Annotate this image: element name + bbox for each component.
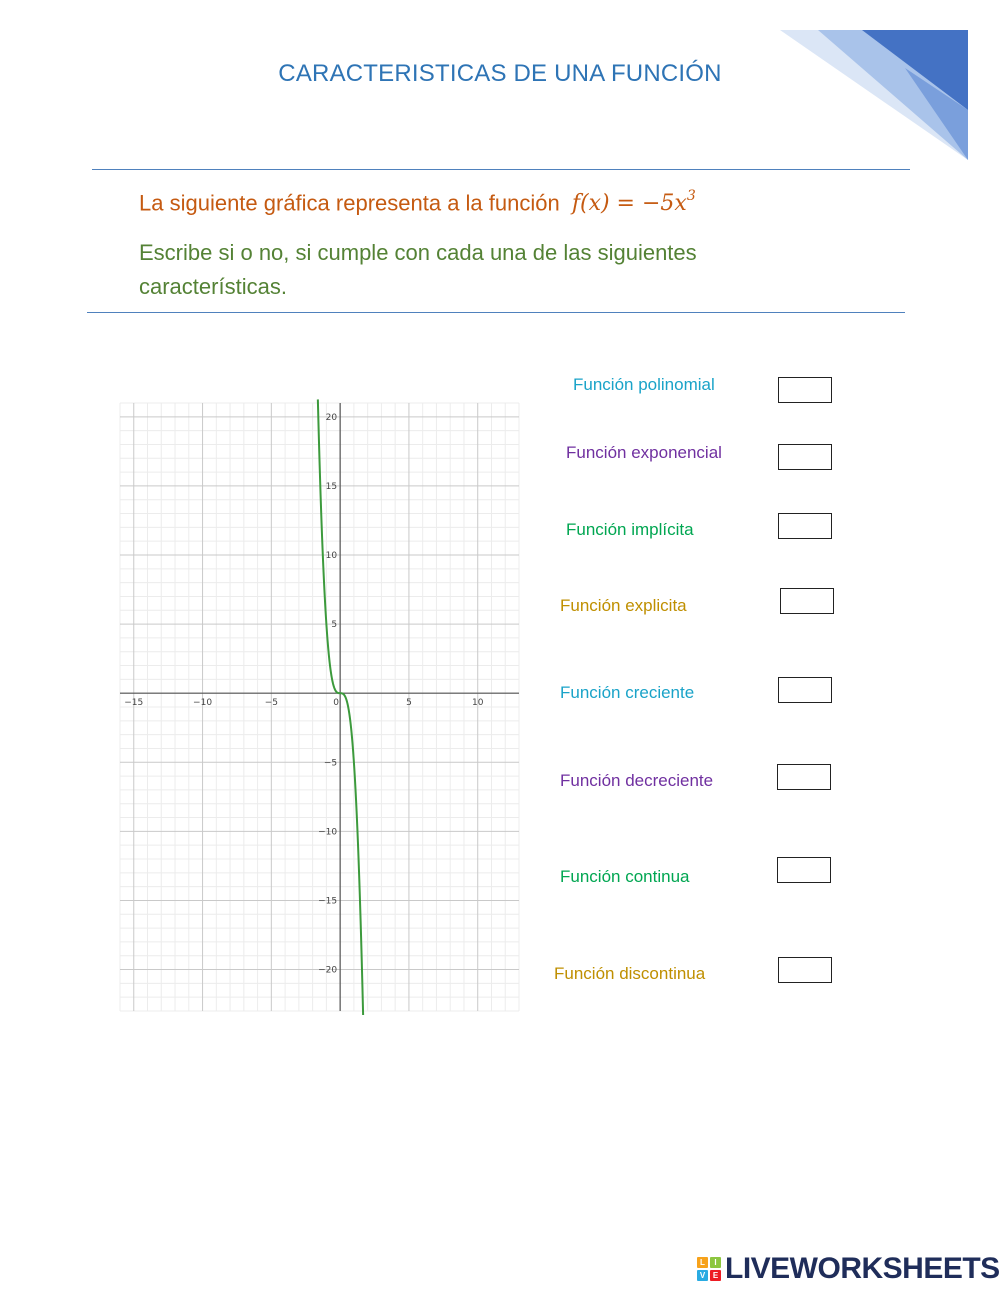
y-tick-label: 10 [325, 551, 338, 561]
answer-box-polinomial[interactable] [778, 377, 832, 403]
formula-right: −5x [641, 191, 687, 217]
formula-exponent: 3 [686, 188, 696, 204]
label-funcion-decreciente: Función decreciente [560, 771, 714, 790]
answer-box-creciente[interactable] [778, 677, 832, 703]
answer-box-discontinua[interactable] [778, 957, 832, 983]
x-tick-label: 0 [333, 698, 340, 709]
logo-text: LIVEWORKSHEETS [725, 1252, 1000, 1285]
liveworksheets-logo [697, 1253, 1000, 1285]
y-tick-label: 5 [331, 620, 338, 631]
x-tick-label: −5 [264, 698, 278, 709]
y-tick-label: −5 [323, 758, 338, 769]
top-divider [92, 169, 910, 170]
logo-mark-icon [697, 1257, 721, 1281]
y-tick-label: −15 [318, 896, 338, 907]
label-funcion-creciente: Función creciente [560, 683, 695, 702]
answer-box-continua[interactable] [777, 857, 831, 883]
y-tick-label: 15 [325, 481, 338, 492]
label-funcion-exponencial: Función exponencial [566, 443, 722, 462]
logo-letter-e: E [710, 1270, 721, 1281]
x-tick-label: 5 [406, 698, 412, 709]
label-funcion-implicita: Función implícita [566, 520, 694, 539]
logo-letter-i: I [710, 1257, 721, 1268]
page-title: CARACTERISTICAS DE UNA FUNCIÓN [278, 60, 722, 87]
x-tick-label: −10 [193, 698, 213, 709]
answer-box-decreciente[interactable] [777, 764, 831, 790]
bottom-divider [87, 312, 905, 313]
intro-text: La siguiente gráfica representa a la función [139, 190, 560, 216]
x-tick-label: 10 [471, 698, 484, 709]
logo-letter-l: L [697, 1257, 708, 1268]
answer-box-explicita[interactable] [780, 588, 834, 614]
corner-decoration [0, 0, 1000, 200]
label-funcion-continua: Función continua [560, 867, 690, 886]
y-tick-label: −20 [318, 965, 338, 976]
answer-box-exponencial[interactable] [778, 444, 832, 470]
label-funcion-discontinua: Función discontinua [554, 964, 706, 983]
label-funcion-explicita: Función explicita [560, 596, 687, 615]
y-tick-label: 20 [325, 412, 338, 423]
label-funcion-polinomial: Función polinomial [573, 375, 715, 394]
function-formula [571, 188, 696, 217]
logo-letter-v: V [697, 1270, 708, 1281]
formula-left: f(x) = [571, 191, 642, 217]
grid-minor [120, 403, 519, 1011]
instructions-text: Escribe si o no, si cumple con cada una de las siguientes características. [139, 240, 697, 299]
answer-box-implicita[interactable] [778, 513, 832, 539]
x-tick-label: −15 [124, 698, 144, 709]
y-tick-label: −10 [318, 827, 338, 838]
intro-statement [139, 190, 696, 216]
